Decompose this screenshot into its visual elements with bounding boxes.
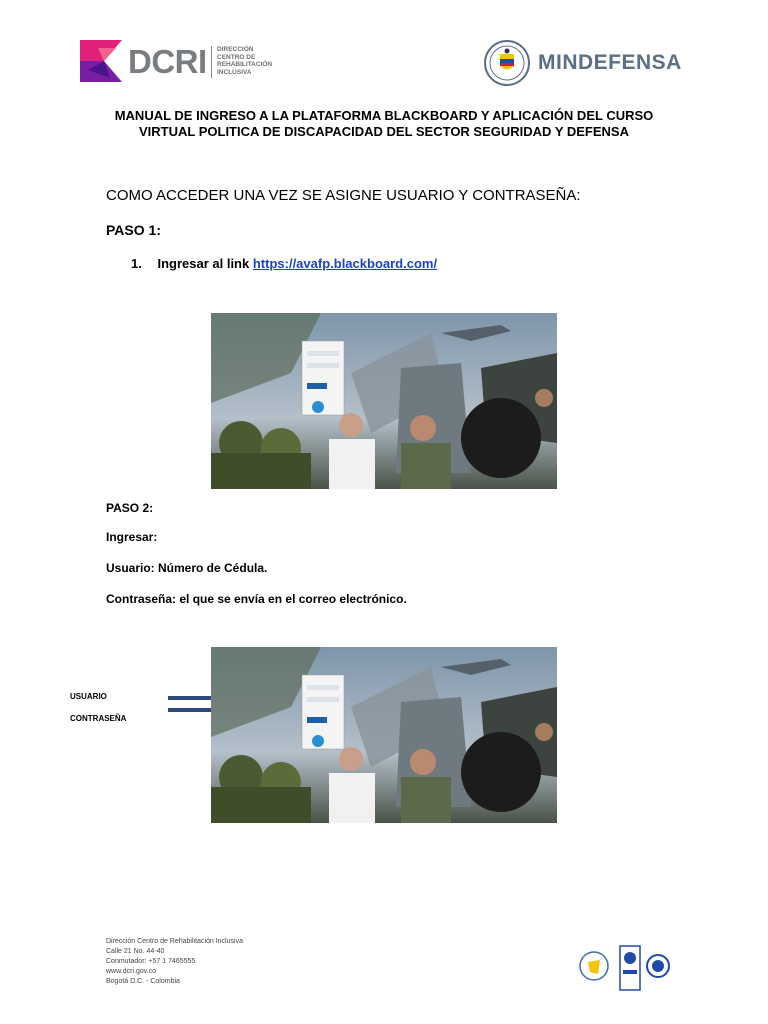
dcri-mark-icon [80, 40, 122, 82]
footer-line: Calle 21 No. 44-40 [106, 948, 165, 955]
dcri-subtitle [217, 46, 287, 76]
step2-heading: PASO 2: [106, 501, 154, 515]
dcri-logo [80, 40, 285, 84]
access-heading: COMO ACCEDER UNA VEZ SE ASIGNE USUARIO Y CONTRASEÑA: [106, 187, 581, 204]
dcri-sub-line: CENTRO DE [217, 53, 256, 61]
dcri-sub-line: INCLUSIVA [217, 68, 252, 76]
step1-heading: PASO 1: [106, 222, 161, 238]
dcri-sub-line: REHABILITACIÓN [217, 61, 273, 68]
usuario-instruction: Usuario: Número de Cédula. [106, 561, 268, 575]
footer-line: Conmutador: +57 1 7465555 [106, 958, 196, 965]
login-screenshot-annotated [211, 647, 557, 823]
mindefensa-logo [484, 40, 684, 90]
footer-line: Bogotá D.C. - Colombia [106, 978, 180, 985]
step1-list-item [131, 256, 437, 271]
usuario-callout: USUARIO [70, 692, 107, 701]
mindefensa-wordmark: MINDEFENSA [538, 51, 682, 74]
contrasena-instruction: Contraseña: el que se envía en el correo electrónico. [106, 592, 407, 606]
blackboard-link[interactable]: https://avafp.blackboard.com/ [252, 256, 438, 271]
contrasena-callout: CONTRASEÑA [70, 714, 127, 723]
footer-line: Dirección Centro de Rehabilitación Inclusiva [106, 938, 243, 945]
ingresar-label: Ingresar: [106, 530, 158, 544]
certification-badges-icon [578, 944, 673, 996]
dcri-wordmark: DCRI [128, 43, 207, 80]
footer-address [106, 937, 243, 987]
dcri-divider [211, 46, 212, 78]
login-screenshot [211, 313, 557, 489]
document-title: MANUAL DE INGRESO A LA PLATAFORMA BLACKBOARD Y APLICACIÓN DEL CURSO VIRTUAL POLITICA DE DISCAPACIDAD DEL SECTOR SEGURIDAD Y DEFENSA [114, 108, 654, 139]
dcri-sub-line: DIRECCIÓN [217, 46, 254, 53]
step1-item-text: Ingresar al link [157, 256, 250, 271]
footer-line: www.dcri.gov.co [106, 968, 157, 975]
colombia-seal-icon [484, 40, 530, 86]
list-number: 1. [131, 256, 142, 271]
